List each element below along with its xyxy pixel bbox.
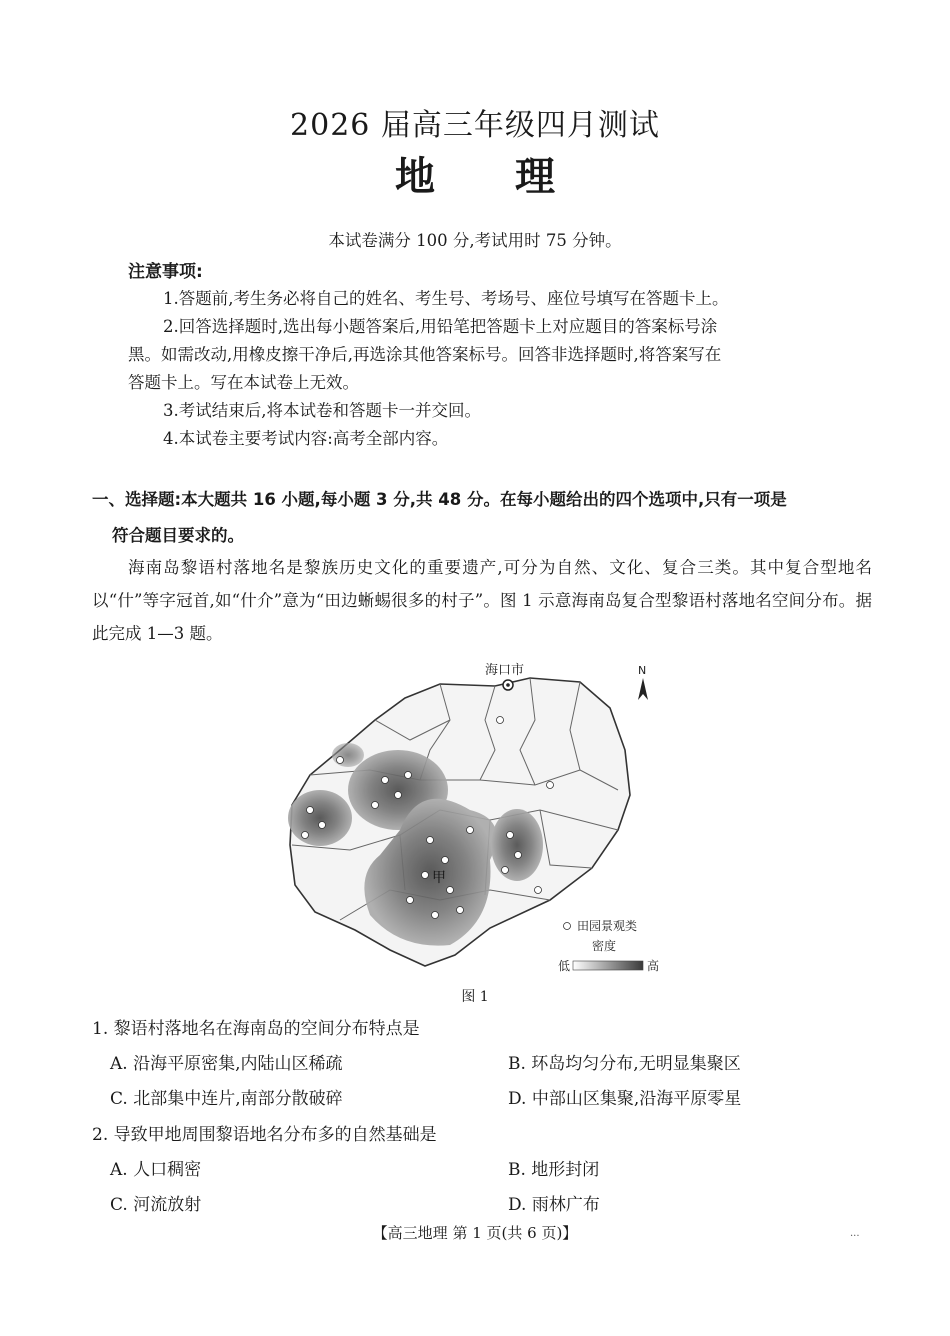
section-heading: [92, 482, 872, 554]
footer-mark: ...: [850, 1228, 860, 1239]
page-footer: 【高三地理 第 1 页(共 6 页)】: [372, 1224, 578, 1242]
density-scale-bar: [573, 961, 643, 970]
question-1: 1. 黎语村落地名在海南岛的空间分布特点是: [92, 1019, 420, 1039]
legend-high-label: 高: [647, 959, 660, 973]
note-item-3: 3.考试结束后,将本试卷和答题卡一并交回。: [163, 401, 481, 420]
legend-item-label: 田园景观类: [577, 919, 638, 933]
hainan-map: [280, 660, 670, 980]
section-heading-line2: 符合题目要求的。: [112, 526, 244, 545]
q1-option-a[interactable]: A. 沿海平原密集,内陆山区稀疏: [110, 1054, 343, 1074]
question-stem: 海南岛黎语村落地名是黎族历史文化的重要遗产,可分为自然、文化、复合三类。其中复合型地名以“什”等字冠首,如“什介”意为“田边蜥蜴很多的村子”。图 1 示意海南岛复合型黎语村落地名空间分布。据此完成 1—3 题。: [92, 558, 872, 643]
q2-option-c[interactable]: C. 河流放射: [110, 1195, 202, 1215]
haikou-label: 海口市: [485, 663, 525, 678]
q1-option-b[interactable]: B. 环岛均匀分布,无明显集聚区: [508, 1054, 741, 1074]
note-item-1: 1.答题前,考生务必将自己的姓名、考生号、考场号、座位号填写在答题卡上。: [163, 289, 729, 308]
place-label-jia: 甲: [432, 870, 446, 886]
north-arrow-icon: [638, 678, 648, 700]
section-heading-line1: 一、选择题:本大题共 16 小题,每小题 3 分,共 48 分。在每小题给出的四个选项中,只有一项是: [92, 490, 787, 509]
legend-low-label: 低: [558, 959, 571, 973]
landscape-marker-icon: [564, 923, 571, 930]
note-item-4: 4.本试卷主要考试内容:高考全部内容。: [163, 429, 449, 448]
note-item-2-end: 答题卡上。写在本试卷上无效。: [128, 373, 359, 392]
q2-option-a[interactable]: A. 人口稠密: [110, 1160, 202, 1180]
north-label: N: [638, 664, 647, 677]
q1-option-c[interactable]: C. 北部集中连片,南部分散破碎: [110, 1089, 343, 1109]
map-legend: [558, 918, 659, 973]
notes-heading: 注意事项:: [128, 262, 203, 282]
q1-option-d[interactable]: D. 中部山区集聚,沿海平原零星: [508, 1089, 742, 1109]
figure-caption: 图 1: [461, 989, 489, 1005]
q2-option-b[interactable]: B. 地形封闭: [508, 1160, 600, 1180]
note-item-2-cont: 黑。如需改动,用橡皮擦干净后,再选涂其他答案标号。回答非选择题时,将答案写在: [128, 345, 722, 364]
exam-intro: 本试卷满分 100 分,考试用时 75 分钟。: [328, 231, 622, 250]
legend-density-label: 密度: [592, 939, 617, 953]
question-2: 2. 导致甲地周围黎语地名分布多的自然基础是: [92, 1125, 437, 1145]
q2-option-d[interactable]: D. 雨林广布: [508, 1195, 600, 1215]
exam-title: 2026 届高三年级四月测试: [290, 108, 660, 143]
note-item-2: 2.回答选择题时,选出每小题答案后,用铅笔把答题卡上对应题目的答案标号涂: [163, 317, 718, 336]
subject-title: 地理: [395, 153, 635, 200]
